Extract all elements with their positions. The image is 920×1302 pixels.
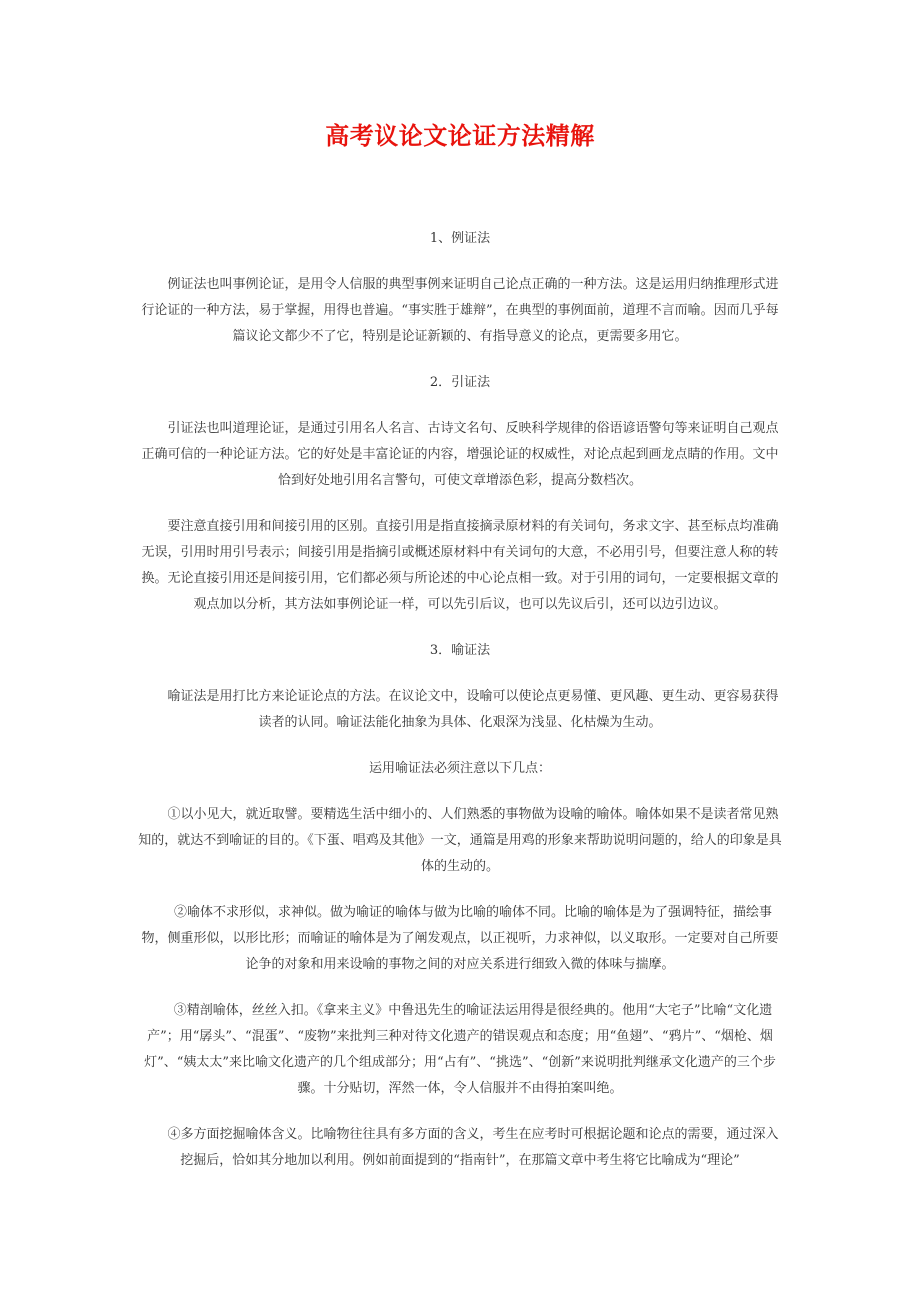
paragraph-example-method: 例证法也叫事例论证，是用令人信服的典型事例来证明自己论点正确的一种方法。这是运用归纳推理形式进行论证的一种方法，易于掌握，用得也普遍。“事实胜于雄辩”，在典型的事例面前，道理不言而喻。因而几乎每篇议论文都少不了它，特别是论证新颖的、有指导意义的论点，更需要多用它。 — [141, 277, 779, 344]
paragraph-metaphor-notes-intro: 运用喻证法必须注意以下几点： — [368, 761, 551, 776]
paragraph-quotation-method: 引证法也叫道理论证，是通过引用名人名言、古诗文名句、反映科学规律的俗语谚语警句等来证明自己观点正确可信的一种论证方法。它的好处是丰富论证的内容，增强论证的权威性，对论点起到画龙点睛的作用。文中恰到好处地引用名言警句，可使文章增添色彩，提高分数档次。 — [141, 421, 779, 488]
section-heading-example-method: 1、例证法 — [429, 231, 491, 246]
paragraph-metaphor-point-1: ①以小见大，就近取譬。要精选生活中细小的、人们熟悉的事物做为设喻的喻体。喻体如果不是读者常见熟知的，就达不到喻证的目的。《下蛋、唱鸡及其他》一文，通篇是用鸡的形象来帮助说明问题的，给人的印象是具体的生动的。 — [138, 807, 782, 874]
section-heading-quotation-method: 2．引证法 — [429, 375, 491, 390]
paragraph-direct-indirect-quotation: 要注意直接引用和间接引用的区别。直接引用是指直接摘录原材料的有关词句，务求文字、甚至标点均准确无误，引用时用引号表示；间接引用是指摘引或概述原材料中有关词句的大意，不必用引号，但要注意人称的转换。无论直接引用还是间接引用，它们都必须与所论述的中心论点相一致。对于引用的词句，一定要根据文章的观点加以分析，其方法如事例论证一样，可以先引后议，也可以先议后引，还可以边引边议。 — [141, 519, 779, 612]
paragraph-metaphor-point-4: ④多方面挖掘喻体含义。比喻物往往具有多方面的含义，考生在应考时可根据论题和论点的需要，通过深入挖掘后，恰如其分地加以利用。例如前面提到的“指南针”，在那篇文章中考生将它比喻成为“理论” — [167, 1127, 779, 1168]
paragraph-metaphor-point-3: ③精剖喻体，丝丝入扣。《拿来主义》中鲁迅先生的喻证法运用得是很经典的。他用“大宅子”比喻“文化遗产”；用“孱头”、“混蛋”、“废物”来批判三种对待文化遗产的错误观点和态度；用“鱼翅”、“鸦片”、“烟枪、烟灯”、“姨太太”来比喻文化遗产的几个组成部分；用“占有”、“挑选”、“创新”来说明批判继承文化遗产的三个步骤。十分贴切，浑然一体，令人信服并不由得拍案叫绝。 — [144, 1003, 776, 1096]
document-body — [138, 226, 782, 1194]
section-heading-metaphor-method: 3．喻证法 — [429, 643, 491, 658]
document-title: 高考议论文论证方法精解 — [325, 121, 595, 150]
paragraph-metaphor-method: 喻证法是用打比方来论证论点的方法。在议论文中，设喻可以使论点更易懂、更风趣、更生动、更容易获得读者的认同。喻证法能化抽象为具体、化艰深为浅显、化枯燥为生动。 — [167, 689, 779, 730]
paragraph-metaphor-point-2: ②喻体不求形似，求神似。做为喻证的喻体与做为比喻的喻体不同。比喻的喻体是为了强调特征，描绘事物，侧重形似，以形比形；而喻证的喻体是为了阐发观点，以正视听，力求神似，以义取形。一定要对自己所要论争的对象和用来设喻的事物之间的对应关系进行细致入微的体味与揣摩。 — [141, 905, 779, 972]
